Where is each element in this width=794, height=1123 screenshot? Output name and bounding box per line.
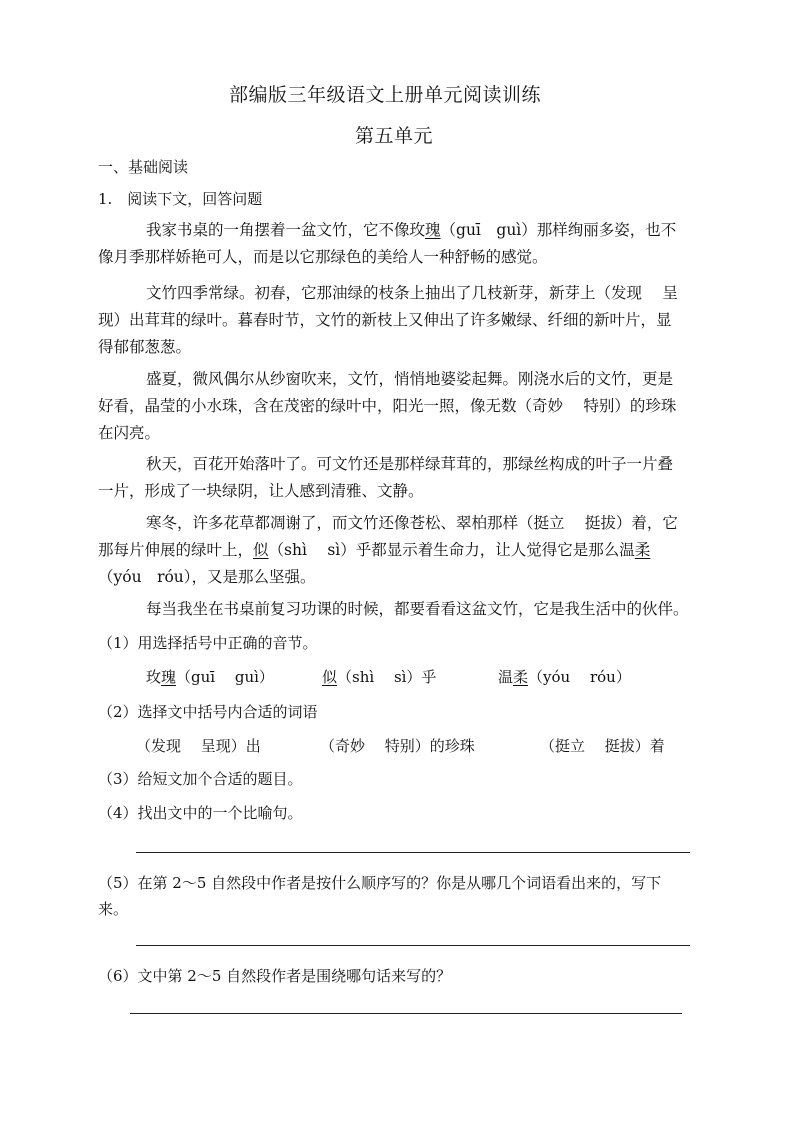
q1-option-b: 似（shì sì）乎	[322, 668, 437, 686]
paragraph-3: 盛夏，微风偶尔从纱窗吹来，文竹，悄悄地婆娑起舞。刚浇水后的文竹，更是 好看，晶莹的小水珠，含在茂密的绿叶中，阳光一照，像无数（奇妙 特别）的珍珠 在闪亮。	[98, 370, 677, 442]
answer-line-q4[interactable]	[136, 852, 690, 853]
paragraph-6: 每当我坐在书桌前复习功课的时候，都要看看这盆文竹，它是我生活中的伙伴。	[146, 600, 689, 618]
question-5-line-1: （5）在第 2～5 自然段中作者是按什么顺序写的？你是从哪几个词语看出来的，写下	[98, 874, 662, 892]
q1-option-c: 温柔（yóu róu）	[498, 668, 631, 686]
paragraph-1: 我家书桌的一角摆着一盆文竹，它不像玫瑰（guī guì）那样绚丽多姿，也不 像月季那样娇艳可人，而是以它那绿色的美给人一种舒畅的感觉。	[98, 221, 677, 266]
question-intro: 1. 阅读下文，回答问题	[98, 190, 263, 208]
question-1: （1）用选择括号中正确的音节。	[98, 634, 318, 652]
question-3: （3）给短文加个合适的题目。	[98, 770, 303, 788]
paragraph-4: 秋天，百花开始落叶了。可文竹还是那样绿茸茸的，那绿丝构成的叶子一片叠 一片，形成了一块绿阴，让人感到清雅、文静。	[98, 455, 674, 500]
question-4: （4）找出文中的一个比喻句。	[98, 804, 303, 822]
question-2: （2）选择文中括号内合适的词语	[98, 703, 318, 721]
page-title: 部编版三年级语文上册单元阅读训练	[229, 84, 542, 106]
q2-option-b: （奇妙 特别）的珍珠	[320, 737, 475, 755]
question-5-line-2: 来。	[98, 900, 129, 918]
section-heading: 一、基础阅读	[98, 158, 189, 176]
q1-option-a: 玫瑰（guī guì）	[146, 668, 274, 686]
paragraph-5: 寒冬，许多花草都凋谢了，而文竹还像苍松、翠柏那样（挺立 挺拔）着，它 那每片伸展的绿叶上，似（shì sì）乎都显示着生命力，让人觉得它是那么温柔 （yóu róu），又是那么坚强。	[98, 514, 678, 586]
unit-subtitle: 第五单元	[355, 125, 434, 147]
answer-line-q6[interactable]	[130, 1013, 682, 1014]
paragraph-2: 文竹四季常绿。初春，它那油绿的枝条上抽出了几枝新芽，新芽上（发现 呈 现）出茸茸的绿叶。暮春时节，文竹的新枝上又伸出了许多嫩绿、纤细的新叶片，显 得郁郁葱葱。	[98, 284, 678, 356]
answer-line-q5[interactable]	[136, 945, 690, 946]
q2-option-a: （发现 呈现）出	[136, 737, 261, 755]
question-6: （6）文中第 2～5 自然段作者是围绕哪句话来写的？	[98, 967, 452, 985]
q2-option-c: （挺立 挺拔）着	[540, 737, 665, 755]
